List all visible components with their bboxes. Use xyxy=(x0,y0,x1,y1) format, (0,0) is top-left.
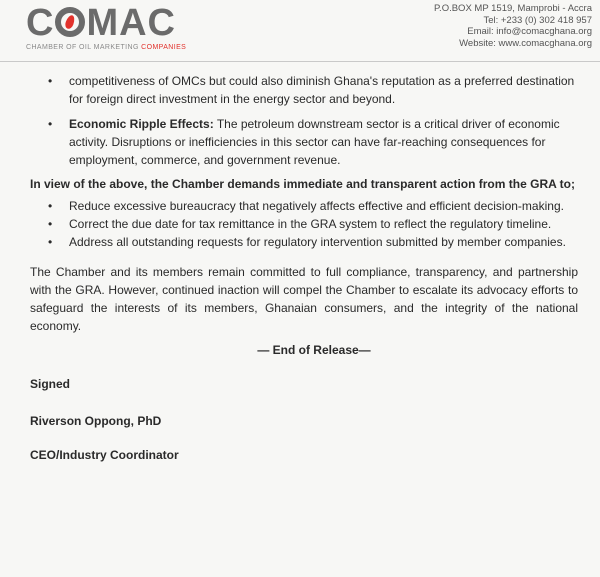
letterhead xyxy=(0,0,600,60)
website: Website: www.comacghana.org xyxy=(459,37,592,49)
list-item: • Reduce excessive bureaucracy that negatively affects effective and efficient decision-making. xyxy=(30,197,578,215)
list-item: • Correct the due date for tax remittance in the GRA system to reflect the regulatory timeline. xyxy=(30,215,578,233)
bullet-heading: Economic Ripple Effects: xyxy=(69,117,214,131)
logo-tagline: CHAMBER OF OIL MARKETING COMPANIES xyxy=(26,44,187,51)
closing-paragraph: The Chamber and its members remain committed to full compliance, transparency, and partnership with the GRA. However, continued inaction will compel the Chamber to escalate its advocacy efforts to safeguard the interests of its members, Ghanaian consumers, and the integrity of the national economy. xyxy=(30,265,578,333)
header-divider xyxy=(0,61,600,62)
release-body xyxy=(30,72,578,359)
signatory-name: Riverson Oppong, PhD xyxy=(30,414,162,428)
logo-flame-icon xyxy=(55,7,85,37)
demand-heading: In view of the above, the Chamber demands immediate and transparent action from the GRA to; xyxy=(30,177,575,191)
comac-logo: C MAC xyxy=(26,2,176,44)
signatory-role: CEO/Industry Coordinator xyxy=(30,448,179,462)
signed-label: Signed xyxy=(30,377,71,391)
telephone: Tel: +233 (0) 302 418 957 xyxy=(483,14,592,26)
demand-list xyxy=(30,197,578,251)
list-item: • competitiveness of OMCs but could also diminish Ghana's reputation as a preferred destination for foreign direct investment in the energy sector and beyond. xyxy=(30,72,578,108)
postal-address: P.O.BOX MP 1519, Mamprobi - Accra xyxy=(433,3,592,14)
list-item: • Economic Ripple Effects: The petroleum downstream sector is a critical driver of economic activity. Disruptions or inefficiencies in this sector can have far-reaching consequences for employment, commerce, and government revenue. xyxy=(30,115,578,169)
end-of-release: — End of Release— xyxy=(257,343,371,357)
email: Email: info@comacghana.org xyxy=(467,26,592,37)
list-item: • Address all outstanding requests for regulatory intervention submitted by member companies. xyxy=(30,233,578,251)
impact-list xyxy=(30,72,578,169)
contact-block xyxy=(434,3,592,49)
